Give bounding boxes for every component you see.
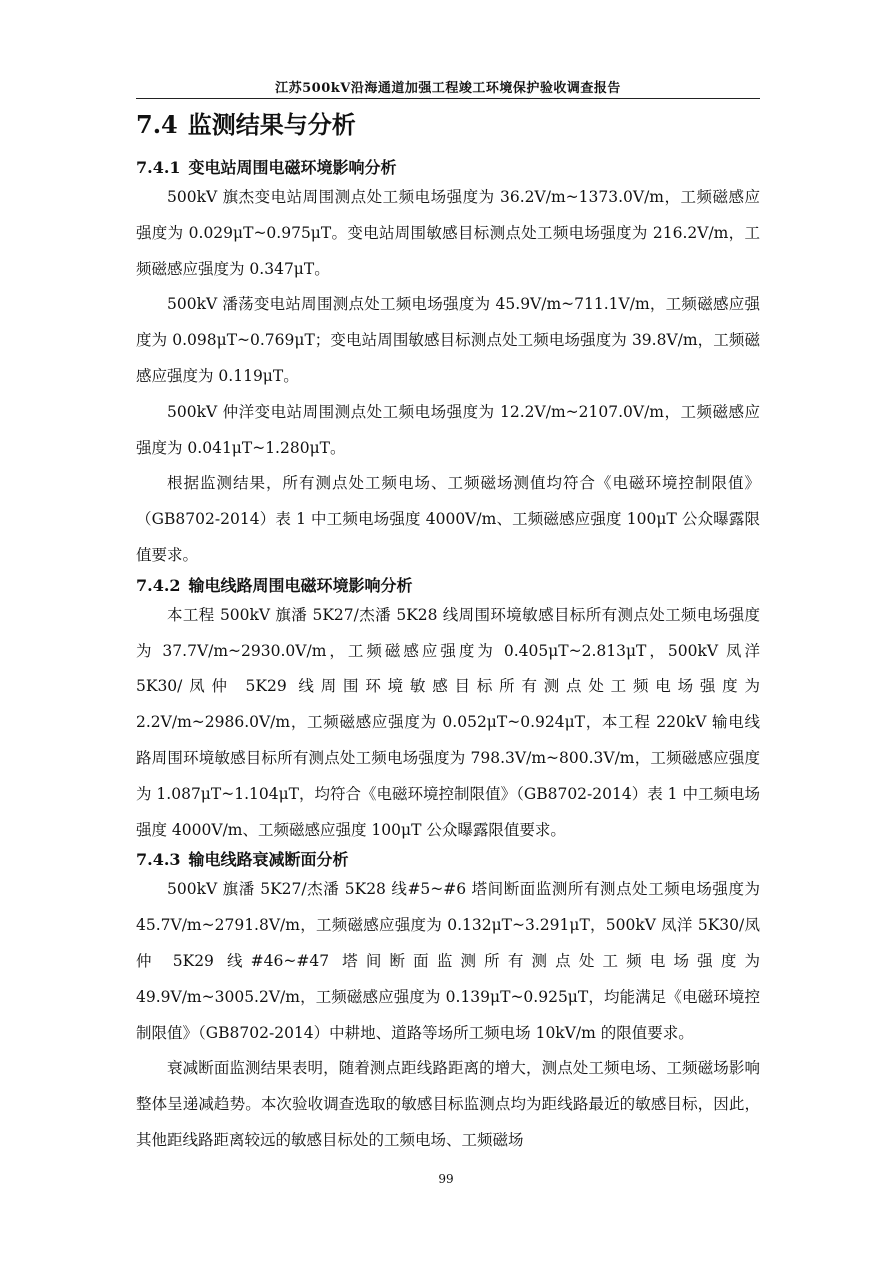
paragraph: 500kV 仲洋变电站周围测点处工频电场强度为 12.2V/m~2107.0V/m，工频磁感应强度为 0.041μT~1.280μT。 [136,402,760,457]
page-content [136,106,760,1159]
subsection-title: 输电线路衰减断面分析 [188,850,349,870]
paragraph: 衰减断面监测结果表明，随着测点距线路距离的增大，测点处工频电场、工频磁场影响整体呈递减趋势。本次验收调查选取的敏感目标监测点均为距线路最近的敏感目标，因此，其他距线路距离较远的敏感目标处的工频电场、工频磁场 [136,1059,760,1149]
subsection-number: 7.4.1 [136,158,181,177]
section-number: 7.4 [136,110,178,139]
paragraph: 500kV 潘荡变电站周围测点处工频电场强度为 45.9V/m~711.1V/m，工频磁感应强度为 0.098μT~0.769μT；变电站周围敏感目标测点处工频电场强度为 39.8V/m，工频磁感应强度为 0.119μT。 [136,295,760,385]
paragraph: 本工程 500kV 旗潘 5K27/杰潘 5K28 线周围环境敏感目标所有测点处工频电场强度为 37.7V/m~2930.0V/m，工频磁感应强度为 0.405μT~2.813μT，500kV 凤洋 5K30/凤仲 5K29 线周围环境敏感目标所有测点处工频电场强度为 2.2V/m~2986.0V/m，工频磁感应强度为 0.052μT~0.924μT，本工程 220kV 输电线路周围环境敏感目标所有测点处工频电场强度为 798.3V/m~800.3V/m，工频磁感应强度为 1.087μT~1.104μT，均符合《电磁环境控制限值》（GB8702-2014）表 1 中工频电场强度 4000V/m、工频磁感应强度 100μT 公众曝露限值要求。 [136,605,760,839]
subsection-title: 输电线路周围电磁环境影响分析 [188,575,413,595]
subsection-number: 7.4.2 [136,575,181,595]
section-title: 监测结果与分析 [187,110,356,139]
subsection-number: 7.4.3 [136,850,181,870]
header-rule [136,98,760,99]
section-heading [136,106,760,144]
subsection-heading-7-4-3 [136,848,760,872]
paragraph: 500kV 旗杰变电站周围测点处工频电场强度为 36.2V/m~1373.0V/m，工频磁感应强度为 0.029μT~0.975μT。变电站周围敏感目标测点处工频电场强度为 216.2V/m，工频磁感应强度为 0.347μT。 [136,188,760,278]
page-number: 99 [438,1172,454,1186]
paragraph: 根据监测结果，所有测点处工频电场、工频磁场测值均符合《电磁环境控制限值》（GB8702-2014）表 1 中工频电场强度 4000V/m、工频磁感应强度 100μT 公众曝露限值要求。 [136,474,760,564]
subsection-title: 变电站周围电磁环境影响分析 [188,158,397,177]
subsection-heading-7-4-1 [136,156,760,180]
paragraph: 500kV 旗潘 5K27/杰潘 5K28 线#5~#6 塔间断面监测所有测点处工频电场强度为 45.7V/m~2791.8V/m，工频磁感应强度为 0.132μT~3.291μT，500kV 凤洋 5K30/凤仲 5K29 线#46~#47 塔间断面监测所有测点处工频电场强度为 49.9V/m~3005.2V/m，工频磁感应强度为 0.139μT~0.925μT，均能满足《电磁环境控制限值》（GB8702-2014）中耕地、道路等场所工频电场 10kV/m 的限值要求。 [136,880,760,1042]
running-header: 江苏500kV沿海通道加强工程竣工环境保护验收调查报告 [275,81,621,96]
subsection-heading-7-4-2 [136,574,760,598]
